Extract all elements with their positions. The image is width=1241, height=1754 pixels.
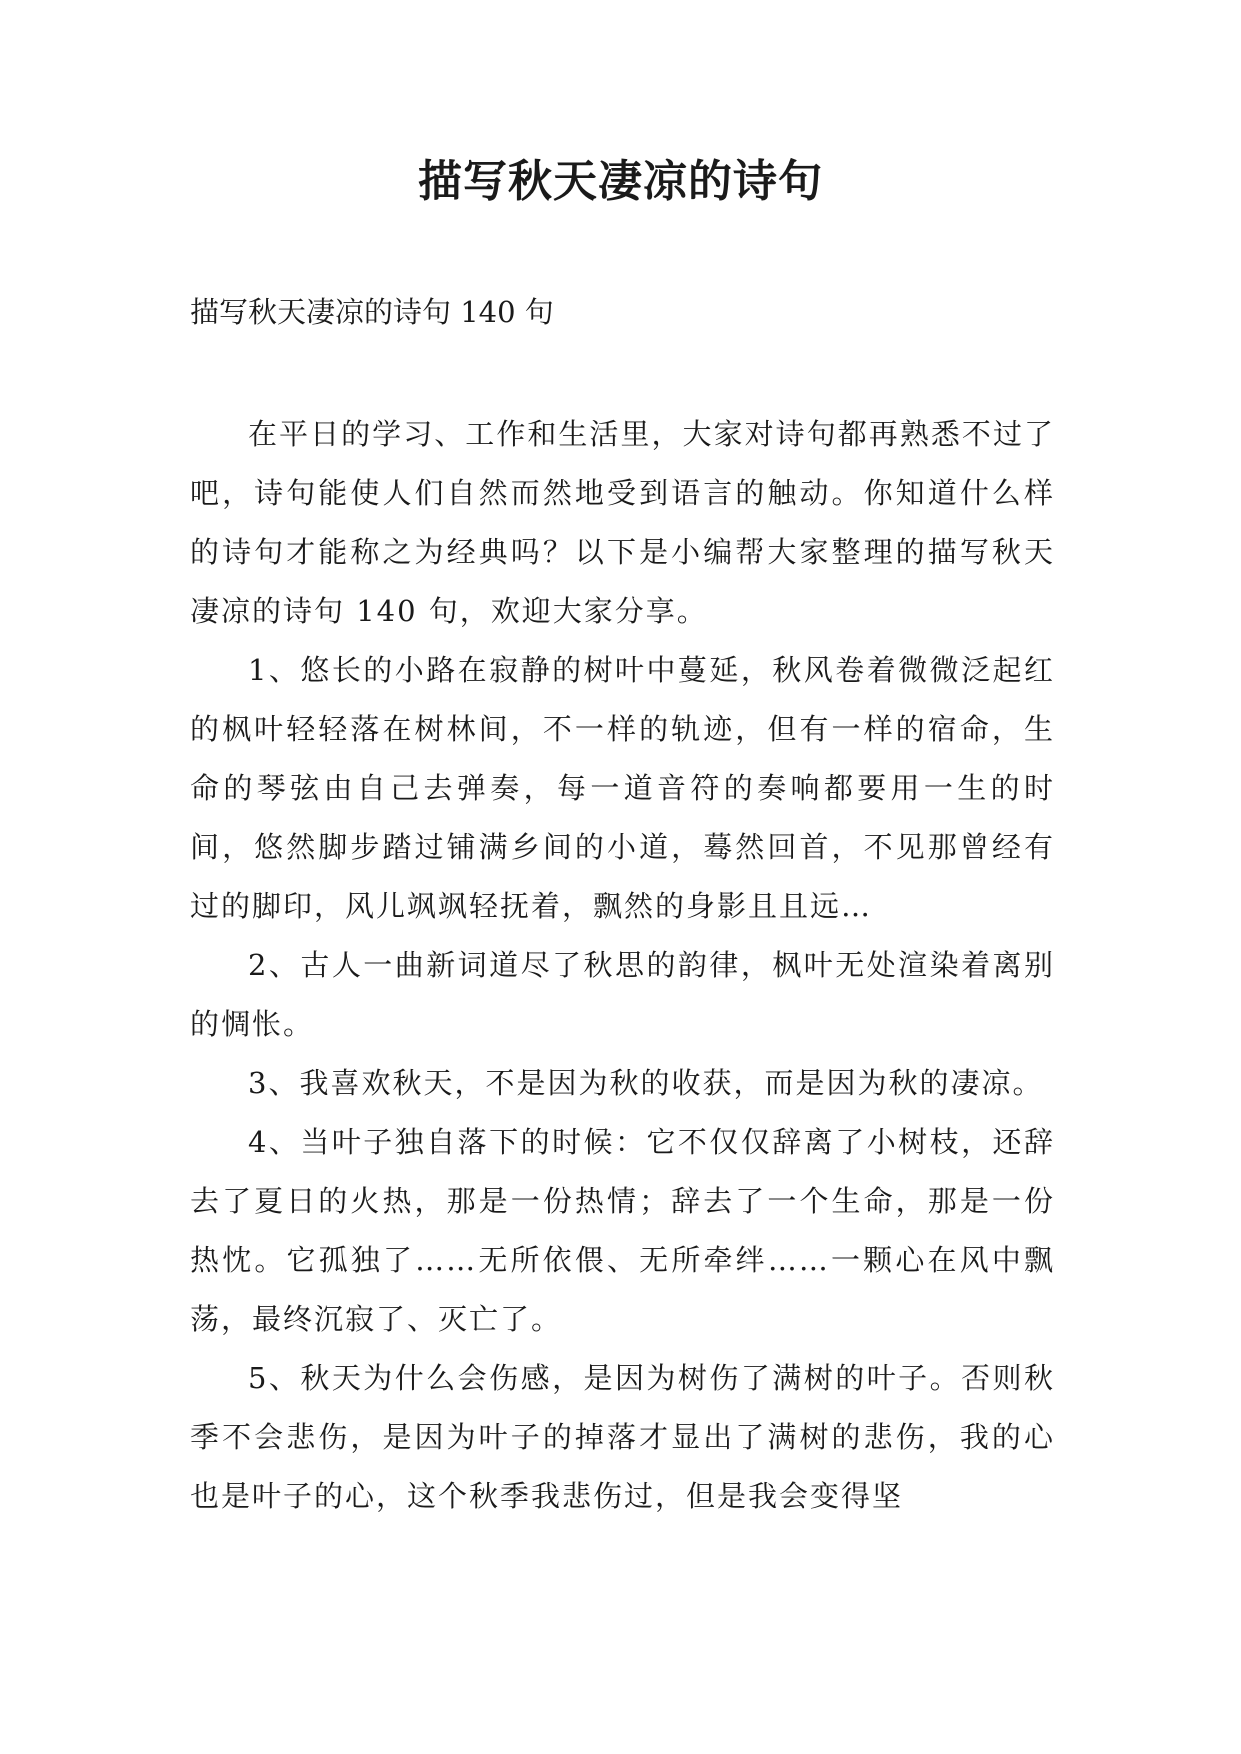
document-body — [190, 405, 1055, 1526]
poem-item-1: 1、悠长的小路在寂静的树叶中蔓延，秋风卷着微微泛起红的枫叶轻轻落在树林间，不一样的轨迹，但有一样的宿命，生命的琴弦由自己去弹奏，每一道音符的奏响都要用一生的时间，悠然脚步踏过铺满乡间的小道，蓦然回首，不见那曾经有过的脚印，风儿飒飒轻抚着，飘然的身影且且远… — [190, 653, 1055, 923]
document-title: 描写秋天凄凉的诗句 — [418, 156, 823, 207]
document-subtitle: 描写秋天凄凉的诗句 140 句 — [190, 295, 554, 329]
poem-item-4: 4、当叶子独自落下的时候：它不仅仅辞离了小树枝，还辞去了夏日的火热，那是一份热情；辞去了一个生命，那是一份热忱。它孤独了……无所依偎、无所牵绊……一颗心在风中飘荡，最终沉寂了、灭亡了。 — [190, 1125, 1055, 1336]
poem-item-3: 3、我喜欢秋天，不是因为秋的收获，而是因为秋的凄凉。 — [248, 1066, 1044, 1100]
intro-paragraph: 在平日的学习、工作和生活里，大家对诗句都再熟悉不过了吧，诗句能使人们自然而然地受到语言的触动。你知道什么样的诗句才能称之为经典吗？以下是小编帮大家整理的描写秋天凄凉的诗句 140 句，欢迎大家分享。 — [190, 417, 1055, 628]
poem-item-5: 5、秋天为什么会伤感，是因为树伤了满树的叶子。否则秋季不会悲伤，是因为叶子的掉落才显出了满树的悲伤，我的心也是叶子的心，这个秋季我悲伤过，但是我会变得坚 — [190, 1361, 1055, 1513]
poem-item-2: 2、古人一曲新词道尽了秋思的韵律，枫叶无处渲染着离别的惆怅。 — [190, 948, 1055, 1041]
